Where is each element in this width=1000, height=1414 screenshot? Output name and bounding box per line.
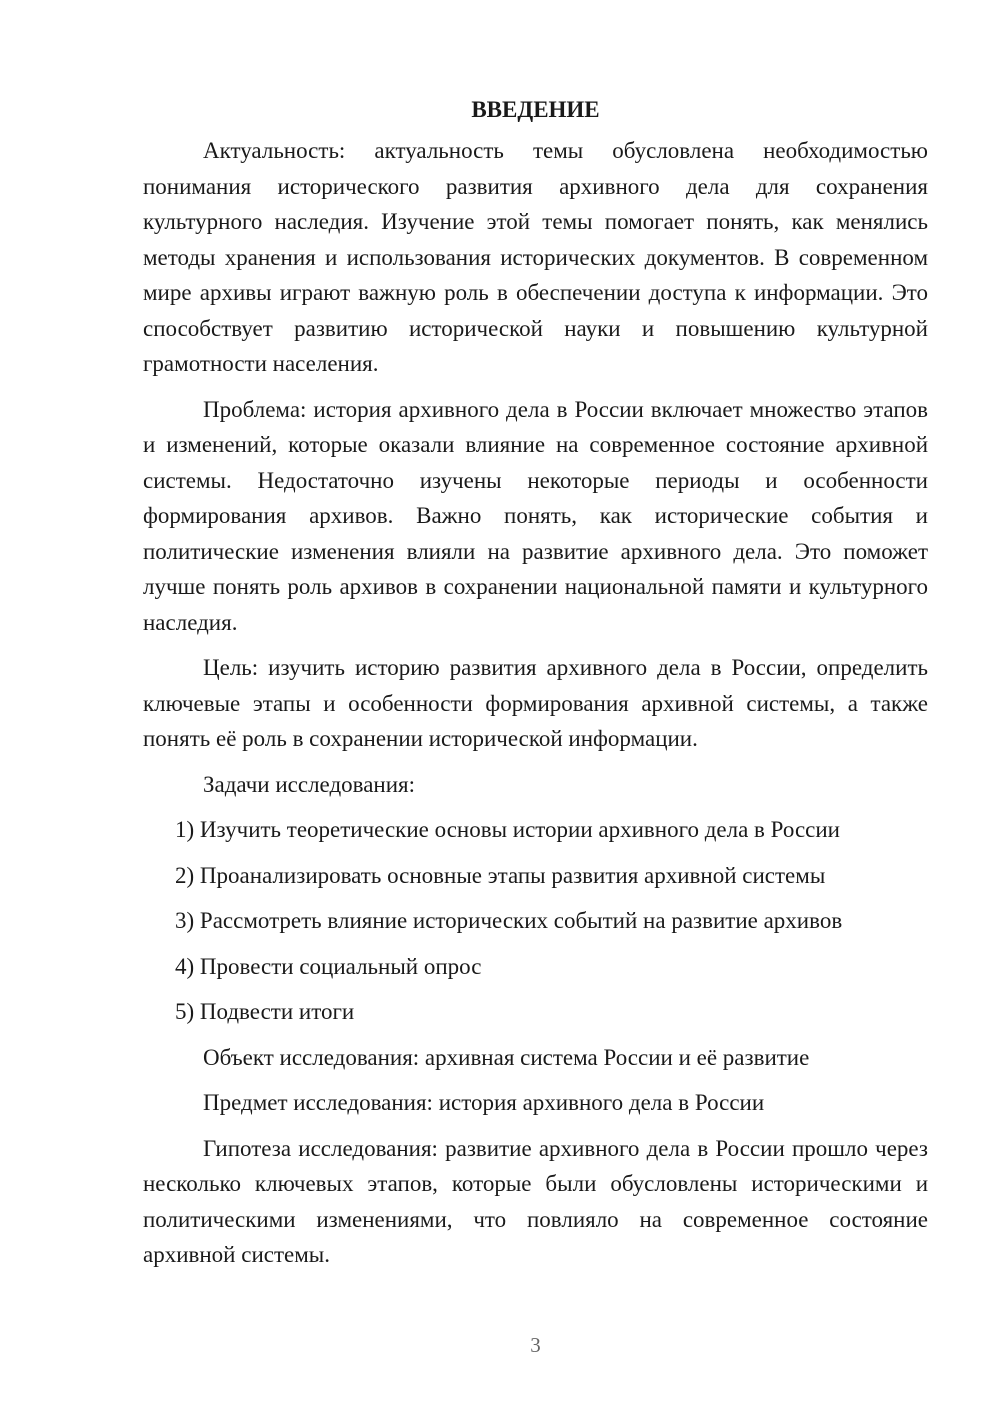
page-title: ВВЕДЕНИЕ (471, 97, 600, 122)
subject-paragraph: Предмет исследования: история архивного дела в России (203, 1090, 765, 1115)
goal-paragraph: Цель: изучить историю развития архивного дела в России, определить ключевые этапы и особенности формирования архивной системы, а также понять её роль в сохранении исторической информации. (143, 655, 928, 751)
object-paragraph: Объект исследования: архивная система России и её развитие (203, 1044, 810, 1070)
task-item: 1) Изучить теоретические основы истории архивного дела в России (175, 817, 840, 842)
page-content (143, 92, 928, 1283)
relevance-paragraph: Актуальность: актуальность темы обусловлена необходимостью понимания исторического развития архивного дела для сохранения культурного наследия. Изучение этой темы помогает понять, как менялись методы хранения и использования исторических документов. В современном мире архивы играют важную роль в обеспечении доступа к информации. Это способствует развитию исторической науки и повышению культурной грамотности населения. (143, 138, 928, 376)
tasks-heading: Задачи исследования: (203, 771, 416, 797)
task-item: 3) Рассмотреть влияние исторических событий на развитие архивов (175, 908, 843, 933)
task-item: 2) Проанализировать основные этапы развития архивной системы (175, 862, 826, 888)
problem-paragraph: Проблема: история архивного дела в России включает множество этапов и изменений, которые оказали влияние на современное состояние архивной системы. Недостаточно изучены некоторые периоды и особенности формирования архивов. Важно понять, как исторические события и политические изменения влияли на развитие архивного дела. Это поможет лучше понять роль архивов в сохранении национальной памяти и культурного наследия. (143, 396, 928, 635)
hypothesis-paragraph: Гипотеза исследования: развитие архивного дела в России прошло через несколько ключевых этапов, которые были обусловлены историческими и политическими изменениями, что повлияло на современное состояние архивной системы. (143, 1135, 928, 1267)
page-number: 3 (530, 1333, 541, 1357)
tasks-list (143, 812, 928, 1030)
task-item: 4) Провести социальный опрос (175, 953, 482, 979)
task-item: 5) Подвести итоги (175, 999, 355, 1024)
